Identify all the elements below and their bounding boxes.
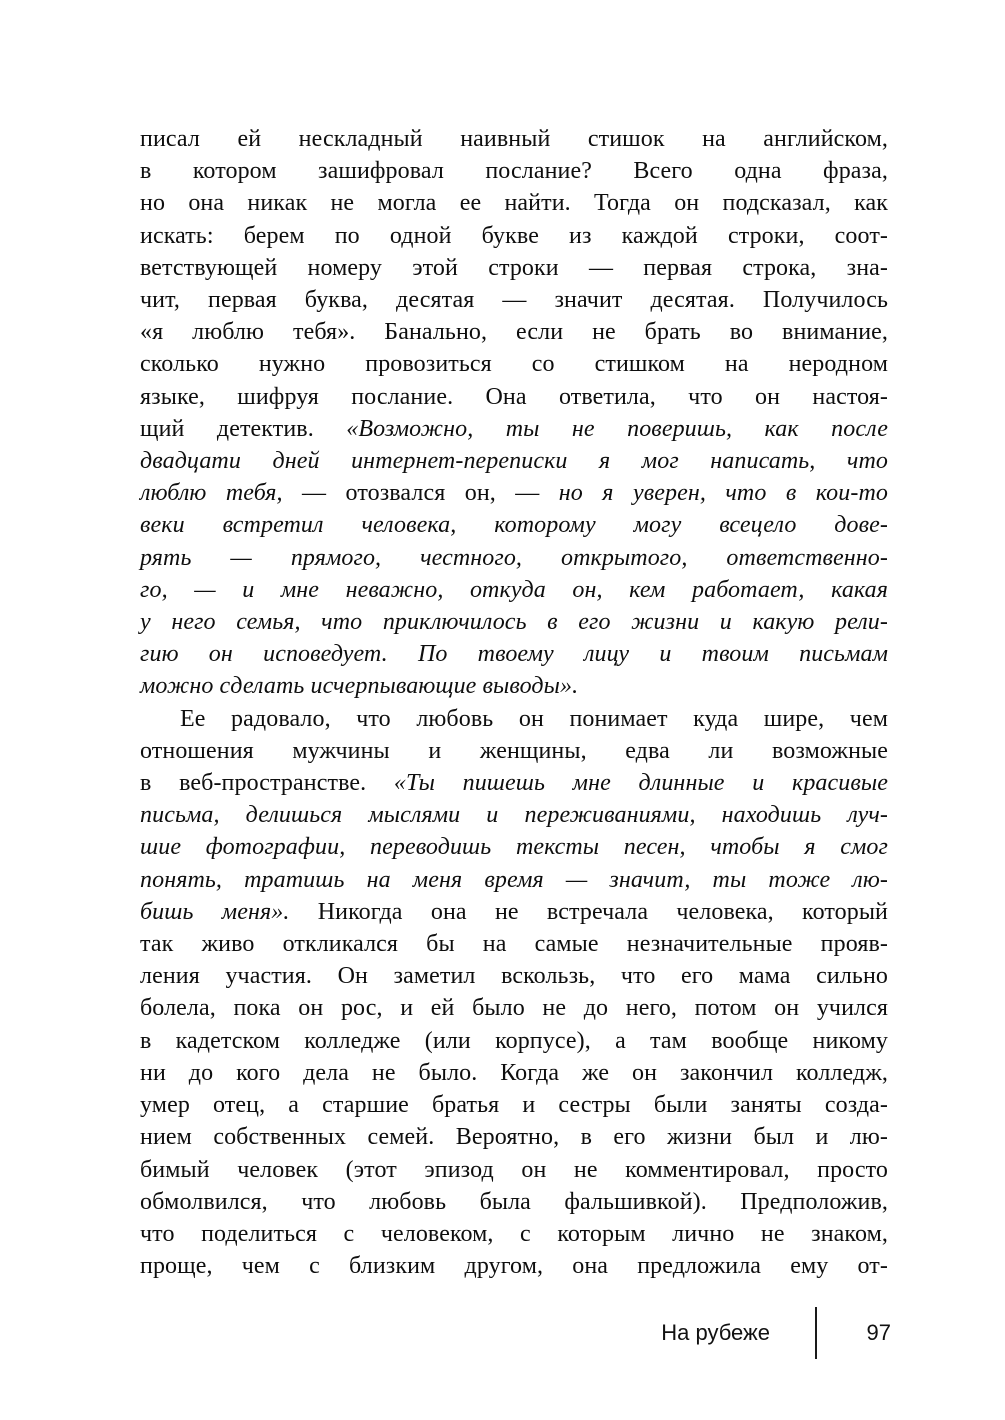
text-line	[140, 928, 888, 960]
roman-text-run: обмолвился, что любовь была фальшивкой). Предположив,	[140, 1188, 888, 1215]
italic-text-run: бишь меня».	[140, 898, 318, 925]
text-line	[140, 896, 888, 928]
roman-text-run: Ее радовало, что любовь он понимает куда шире, чем	[180, 705, 888, 732]
roman-text-run: ни до кого дела не было. Когда же он закончил колледж,	[140, 1059, 888, 1086]
text-line	[140, 348, 888, 380]
roman-text-run: болела, пока он рос, и ей было не до него, потом он учился	[140, 995, 888, 1022]
text-line	[140, 1089, 888, 1121]
roman-text-run: что поделиться с человеком, с которым лично не знаком,	[140, 1220, 888, 1247]
italic-text-run: можно сделать исчерпывающие выводы».	[140, 673, 579, 700]
text-line	[140, 1121, 888, 1153]
text-line	[140, 445, 888, 477]
roman-text-run: умер отец, а старшие братья и сестры были заняты созда-	[140, 1092, 888, 1119]
roman-text-run: в веб-пространстве.	[140, 770, 394, 797]
roman-text-run: в котором зашифровал послание? Всего одна фраза,	[140, 158, 888, 185]
roman-text-run: ления участия. Он заметил вскользь, что его мама сильно	[140, 963, 888, 990]
text-line	[140, 606, 888, 638]
text-line	[140, 767, 888, 799]
italic-text-run: рять — прямого, честного, открытого, ответственно-	[140, 544, 888, 571]
text-line	[140, 1154, 888, 1186]
roman-text-run: так живо откликался бы на самые незначительные прояв-	[140, 931, 888, 958]
roman-text-run: но она никак не могла ее найти. Тогда он подсказал, как	[140, 190, 888, 217]
text-line	[140, 1218, 888, 1250]
roman-text-run: ветствующей номеру этой строки — первая строка, зна-	[140, 254, 888, 281]
roman-text-run: писал ей нескладный наивный стишок на английском,	[140, 126, 888, 152]
roman-text-run: бимый человек (этот эпизод он не комментировал, просто	[140, 1156, 888, 1183]
roman-text-run: искать: берем по одной букве из каждой строки, соот-	[140, 222, 888, 249]
text-line	[140, 960, 888, 992]
text-line	[140, 638, 888, 670]
page-number: 97	[866, 1320, 891, 1345]
text-line	[140, 703, 888, 735]
text-line	[140, 381, 888, 413]
text-line	[140, 509, 888, 541]
text-line	[140, 1250, 888, 1282]
text-line	[140, 542, 888, 574]
italic-text-run: го, — и мне неважно, откуда он, кем работает, какая	[140, 576, 888, 603]
text-line	[140, 284, 888, 316]
roman-text-run: — отозвался он, —	[302, 480, 559, 507]
text-block	[140, 123, 888, 1282]
text-line	[140, 992, 888, 1024]
text-line	[140, 123, 888, 155]
italic-text-run: гию он исповедует. По твоему лицу и твоим письмам	[140, 641, 888, 668]
text-line	[140, 574, 888, 606]
footer-divider	[815, 1307, 817, 1359]
roman-text-run: в кадетском колледже (или корпусе), а там вообще никому	[140, 1027, 888, 1054]
text-line	[140, 1025, 888, 1057]
text-line	[140, 670, 888, 702]
text-line	[140, 864, 888, 896]
roman-text-run: «я люблю тебя». Банально, если не брать во внимание,	[140, 319, 888, 346]
italic-text-run: у него семья, что приключилось в его жизни и какую рели-	[140, 609, 888, 636]
text-line	[140, 735, 888, 767]
text-line	[140, 477, 888, 509]
italic-text-run: люблю тебя,	[140, 480, 303, 507]
text-line	[140, 220, 888, 252]
text-line	[140, 252, 888, 284]
page-footer	[661, 1307, 891, 1359]
italic-text-run: двадцати дней интернет-переписки я мог написать, что	[140, 448, 888, 475]
italic-text-run: «Ты пишешь мне длинные и красивые	[393, 770, 889, 797]
roman-text-run: чит, первая буква, десятая — значит десятая. Получилось	[140, 287, 888, 314]
roman-text-run: отношения мужчины и женщины, едва ли возможные	[140, 737, 888, 764]
italic-text-run: письма, делишься мыслями и переживаниями, находишь луч-	[140, 802, 888, 829]
roman-text-run: нием собственных семей. Вероятно, в его жизни был и лю-	[140, 1124, 888, 1151]
roman-text-run: сколько нужно провозиться со стишком на неродном	[140, 351, 888, 378]
italic-text-run: «Возможно, ты не поверишь, как после	[346, 415, 888, 442]
roman-text-run: Никогда она не встречала человека, который	[317, 898, 889, 925]
italic-text-run: понять, тратишь на меня время — значит, ты тоже лю-	[140, 866, 888, 893]
roman-text-run: щий детектив.	[140, 415, 347, 442]
text-line	[140, 1186, 888, 1218]
text-line	[140, 831, 888, 863]
running-title: На рубеже	[661, 1320, 770, 1345]
text-line	[140, 316, 888, 348]
text-line	[140, 187, 888, 219]
roman-text-run: проще, чем с близким другом, она предложила ему от-	[140, 1253, 888, 1280]
text-line	[140, 413, 888, 445]
text-line	[140, 155, 888, 187]
italic-text-run: но я уверен, что в кои-то	[558, 480, 888, 507]
roman-text-run: языке, шифруя послание. Она ответила, что он настоя-	[140, 383, 888, 410]
text-line	[140, 1057, 888, 1089]
text-line	[140, 799, 888, 831]
italic-text-run: шие фотографии, переводишь тексты песен, чтобы я смог	[140, 834, 888, 861]
italic-text-run: веки встретил человека, которому могу всецело дове-	[140, 512, 888, 539]
